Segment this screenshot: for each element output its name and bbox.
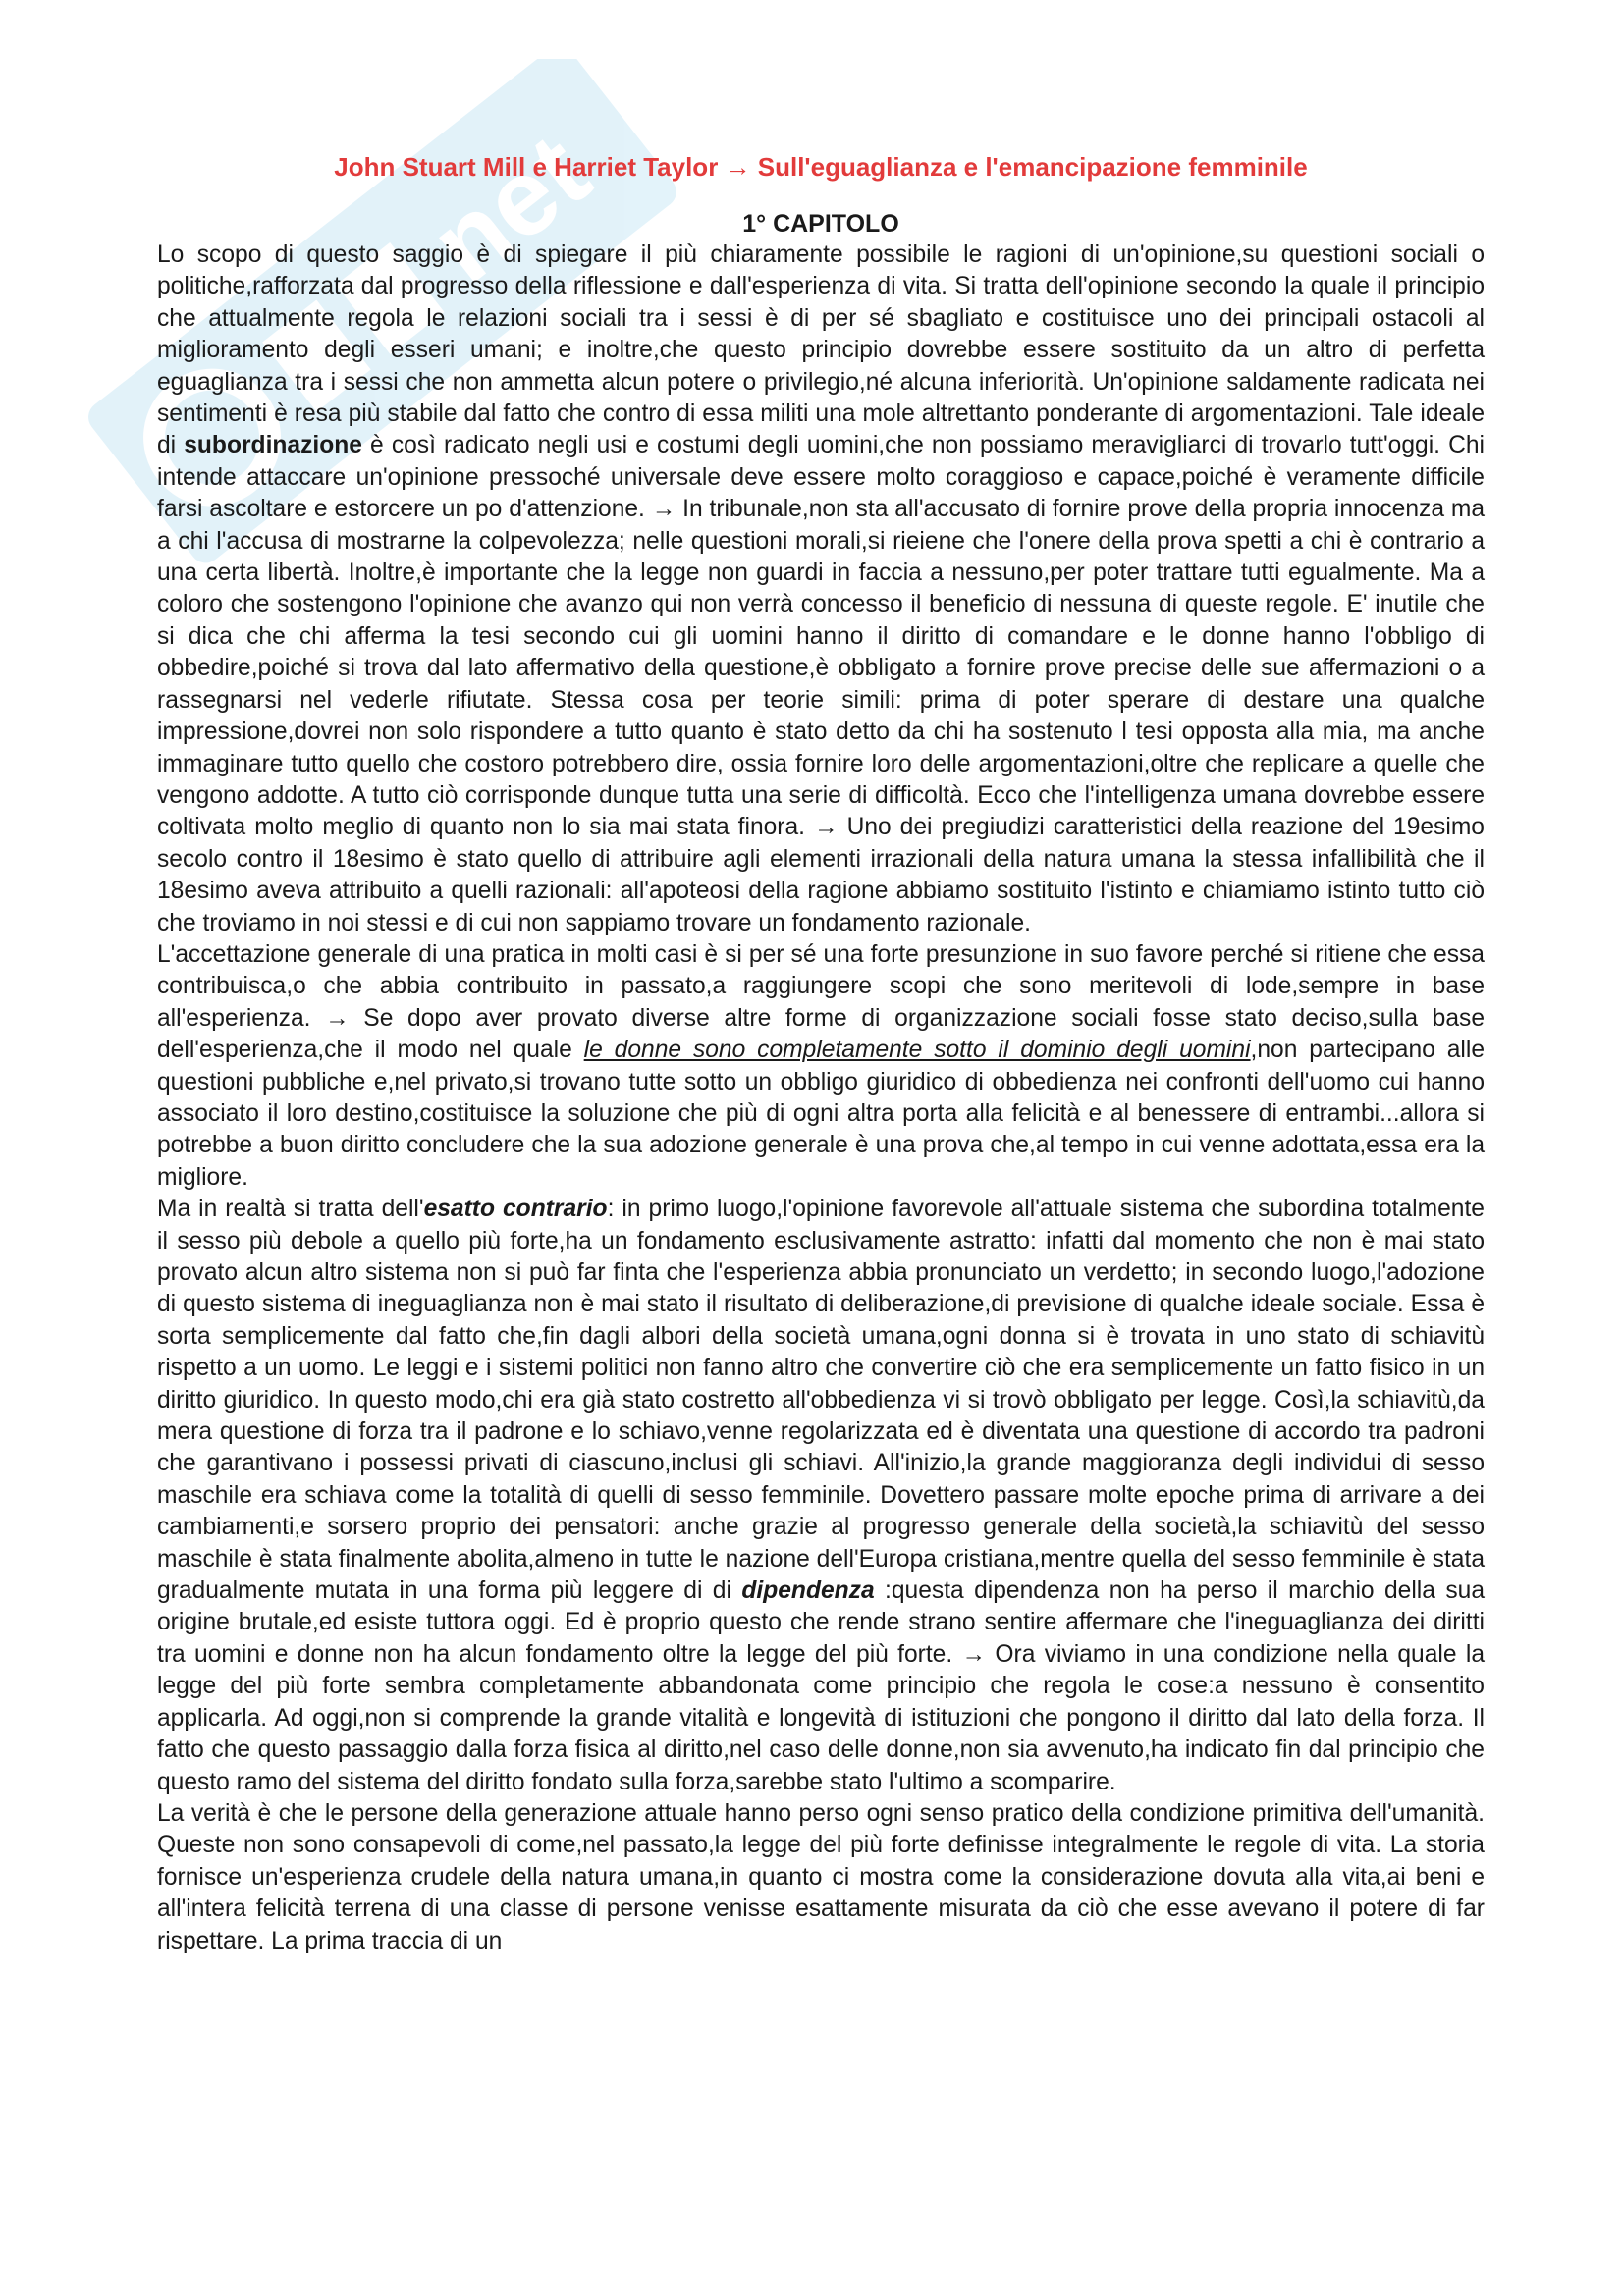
paragraph-text: :questa dipendenza non ha perso il marchio della sua origine brutale,ed esiste tuttora oggi. Ed è proprio questo che rende strano sentire affermare che l'ineguaglianza dei diritti tra uomini e donne non ha alcun fondamento oltre la legge del più forte. → Ora viviamo in una condizione nella quale la legge del più forte sembra completamente abbandonata come principio che regola le cose:a nessuno è consentito applicarla. Ad oggi,non si comprende la grande vitalità e longevità di istituzioni che pongono il diritto dal lato della forza. Il fatto che questo passaggio dalla forza fisica al diritto,nel caso delle donne,non sia avvenuto,ha indicato fin dal principio che questo ramo del sistema del diritto fondato sulla forza,sarebbe stato l'ultimo a scomparire. bbox=[157, 1577, 1485, 1795]
paragraph bbox=[157, 1798, 1485, 1957]
paragraph-text: L'accettazione generale di una pratica in molti casi è si per sé una forte presunzione in suo favore perché si ritiene che essa contribuisca,o che abbia contribuito in passato,a raggiungere scopi che sono meritevoli di lode,sempre in base all'esperienza. → Se dopo aver provato diverse altre forme di organizzazione sociali fosse stato deciso,sulla base dell'esperienza,che il modo nel quale bbox=[157, 940, 1485, 1064]
body-text bbox=[157, 240, 1485, 1957]
paragraph-text: La verità è che le persone della generazione attuale hanno perso ogni senso pratico della condizione primitiva dell'umanità. Queste non sono consapevoli di come,nel passato,la legge del più forte definisse integralmente le regole di vita. La storia fornisce un'esperienza crudele della natura umana,in quanto ci mostra come la considerazione dovuta alla vita,ai beni e all'intera felicità terrena di una classe di persone venisse esattamente misurata da ciò che esse avevano il potere di far rispettare. La prima traccia di un bbox=[157, 1799, 1485, 1954]
emphasized-text: dipendenza bbox=[741, 1577, 875, 1605]
emphasized-text: subordinazione bbox=[184, 432, 362, 459]
chapter-heading: 1° CAPITOLO bbox=[742, 210, 899, 238]
emphasized-text: le donne sono completamente sotto il dominio degli uomini bbox=[583, 1037, 1251, 1064]
document-title: John Stuart Mill e Harriet Taylor → Sull'eguaglianza e l'emancipazione femminile bbox=[334, 152, 1308, 182]
paragraph bbox=[157, 939, 1485, 1194]
paragraph-text: Ma in realtà si tratta dell' bbox=[157, 1196, 424, 1223]
paragraph-text: : in primo luogo,l'opinione favorevole all'attuale sistema che subordina totalmente il sesso più debole a quello più forte,ha un fondamento esclusivamente astratto: infatti dal momento che non è mai stato provato alcun altro sistema non si può far finta che l'esperienza abbia pronunciato un verdetto; in secondo luogo,l'adozione di questo sistema di ineguaglianza non è mai stato il risultato di deliberazione,di previsione di qualche ideale sociale. Essa è sorta semplicemente dal fatto che,fin dagli albori della società umana,ogni donna si è trovata in uno stato di schiavitù rispetto a un uomo. Le leggi e i sistemi politici non fanno altro che convertire ciò che era semplicemente un fatto fisico in un diritto giuridico. In questo modo,chi era già stato costretto all'obbedienza vi si trovò obbligato per legge. Così,la schiavitù,da mera questione di forza tra il padrone e lo schiavo,venne regolarizzata ed è diventata una questione di accordo tra padroni che garantivano i possessi privati di ciascuno,inclusi gli schiavi. All'inizio,la grande maggioranza degli individui di sesso maschile era schiava come la totalità di quelli di sesso femminile. Dovettero passare molte epoche prima di arrivare a dei cambiamenti,e sorsero proprio dei pensatori: anche grazie al progresso generale della società,la schiavitù del sesso maschile è stata finalmente abolita,almeno in tutte le nazione dell'Europa cristiana,mentre quella del sesso femminile è stata gradualmente mutata in una forma più leggere di di bbox=[157, 1196, 1485, 1605]
document-page bbox=[157, 147, 1485, 1957]
paragraph bbox=[157, 1194, 1485, 1798]
paragraph bbox=[157, 240, 1485, 939]
paragraph-text: è così radicato negli usi e costumi degli uomini,che non possiamo meravigliarci di trovarlo tutt'oggi. Chi intende attaccare un'opinione pressoché universale deve essere molto coraggioso e capace,poiché è veramente difficile farsi ascoltare e estorcere un po d'attenzione. → In tribunale,non sta all'accusato di fornire prove della propria innocenza ma a chi l'accusa di mostrarne la colpevolezza; nelle questioni morali,si rieiene che l'onere della prova spetti a chi è contrario a una certa libertà. Inoltre,è importante che la legge non guardi in faccia a nessuno,per poter trattare tutti egualmente. Ma a coloro che sostengono l'opinione che avanzo qui non verrà concesso il beneficio di nessuna di queste regole. E' inutile che si dica che chi afferma la tesi secondo cui gli uomini hanno il diritto di comandare e le donne hanno l'obbligo di obbedire,poiché si trova dal lato affermativo della questione,è obbligato a fornire prove precise delle sue affermazioni o a rassegnarsi nel vederle rifiutate. Stessa cosa per teorie simili: prima di poter sperare di destare una qualche impressione,dovrei non solo rispondere a tutto quanto è stato detto da chi ha sostenuto l tesi opposta alla mia, ma anche immaginare tutto quello che costoro potrebbero dire, ossia fornire loro delle argomentazioni,oltre che replicare a quelle che vengono addotte. A tutto ciò corrisponde dunque tutta una serie di difficoltà. Ecco che l'intelligenza umana dovrebbe essere coltivata molto meglio di quanto non lo sia mai stata finora. → Uno dei pregiudizi caratteristici della reazione del 19esimo secolo contro il 18esimo è stato quello di attribuire agli elementi irrazionali della natura umana la stessa infallibilità che il 18esimo aveva attribuito a quelli razionali: all'apoteosi della ragione abbiamo sostituito l'istinto e chiamiamo istinto tutto ciò che troviamo in noi stessi e di cui non sappiamo trovare un fondamento razionale. bbox=[157, 432, 1485, 936]
emphasized-text: esatto contrario bbox=[423, 1196, 608, 1223]
paragraph-text: Lo scopo di questo saggio è di spiegare il più chiaramente possibile le ragioni di un'opinione,su questioni sociali o politiche,rafforzata dal progresso della riflessione e dall'esperienza di vita. Si tratta dell'opinione secondo la quale il principio che attualmente regola le relazioni sociali tra i sessi è di per sé sbagliato e costituisce uno dei principali ostacoli al miglioramento degli esseri umani; e inoltre,che questo principio dovrebbe essere sostituito da un altro di perfetta eguaglianza tra i sessi che non ammetta alcun potere o privilegio,né alcuna inferiorità. Un'opinione saldamente radicata nei sentimenti è resa più stabile dal fatto che contro di essa militi una mole altrettanto ponderante di argomentazioni. Tale ideale di bbox=[157, 241, 1485, 459]
paragraph-text: ,non partecipano alle questioni pubbliche e,nel privato,si trovano tutte sotto un obbligo giuridico di obbedienza nei confronti dell'uomo cui hanno associato il loro destino,costituisce la soluzione che più di ogni altra porta alla felicità e al benessere di entrambi...allora si potrebbe a buon diritto concludere che la sua adozione generale è una prova che,al tempo in cui venne adottata,essa era la migliore. bbox=[157, 1037, 1485, 1191]
watermark-text: net bbox=[408, 110, 611, 306]
